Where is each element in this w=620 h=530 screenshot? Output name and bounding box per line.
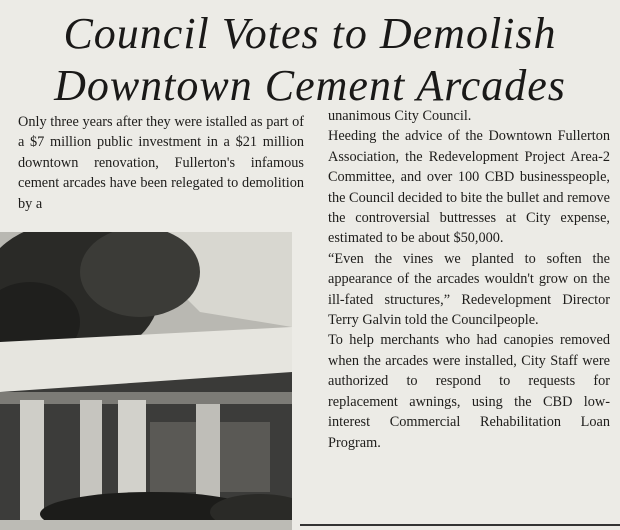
arcade-photo-image bbox=[0, 232, 292, 530]
right-column bbox=[328, 106, 610, 453]
right-paragraph-1: unanimous City Council. bbox=[328, 108, 472, 124]
bottom-rule bbox=[300, 524, 620, 526]
left-paragraph: Only three years after they were istalled as part of a $7 million public investment in a $21 million downtown renovation, Fullerton's infamous cement arcades have been relegated to demolition by a bbox=[18, 114, 304, 212]
headline-line-2: Downtown Cement Arcades bbox=[54, 61, 566, 110]
right-paragraph-2: Heeding the advice of the Downtown Fullerton Association, the Redevelopment Project Area-2 Committee, and over 100 CBD businesspeople, the Council decided to bite the bullet and remove the controversial buttresses at City expense, estimated to be about $50,000. bbox=[328, 128, 610, 247]
arcade-photo bbox=[0, 232, 292, 530]
right-paragraph-4: To help merchants who had canopies removed when the arcades were installed, City Staff were authorized to respond to requests for replacement awnings, using the CBD low-interest Commercial Rehabilitation Loan Program. bbox=[328, 332, 610, 451]
left-column bbox=[18, 112, 304, 214]
right-paragraph-3: “Even the vines we planted to soften the appearance of the arcades wouldn't grow on the ill-fated structures,” Redevelopment Director Terry Galvin told the Councilpeople. bbox=[328, 250, 610, 329]
headline-line-1: Council Votes to Demolish bbox=[63, 9, 557, 58]
